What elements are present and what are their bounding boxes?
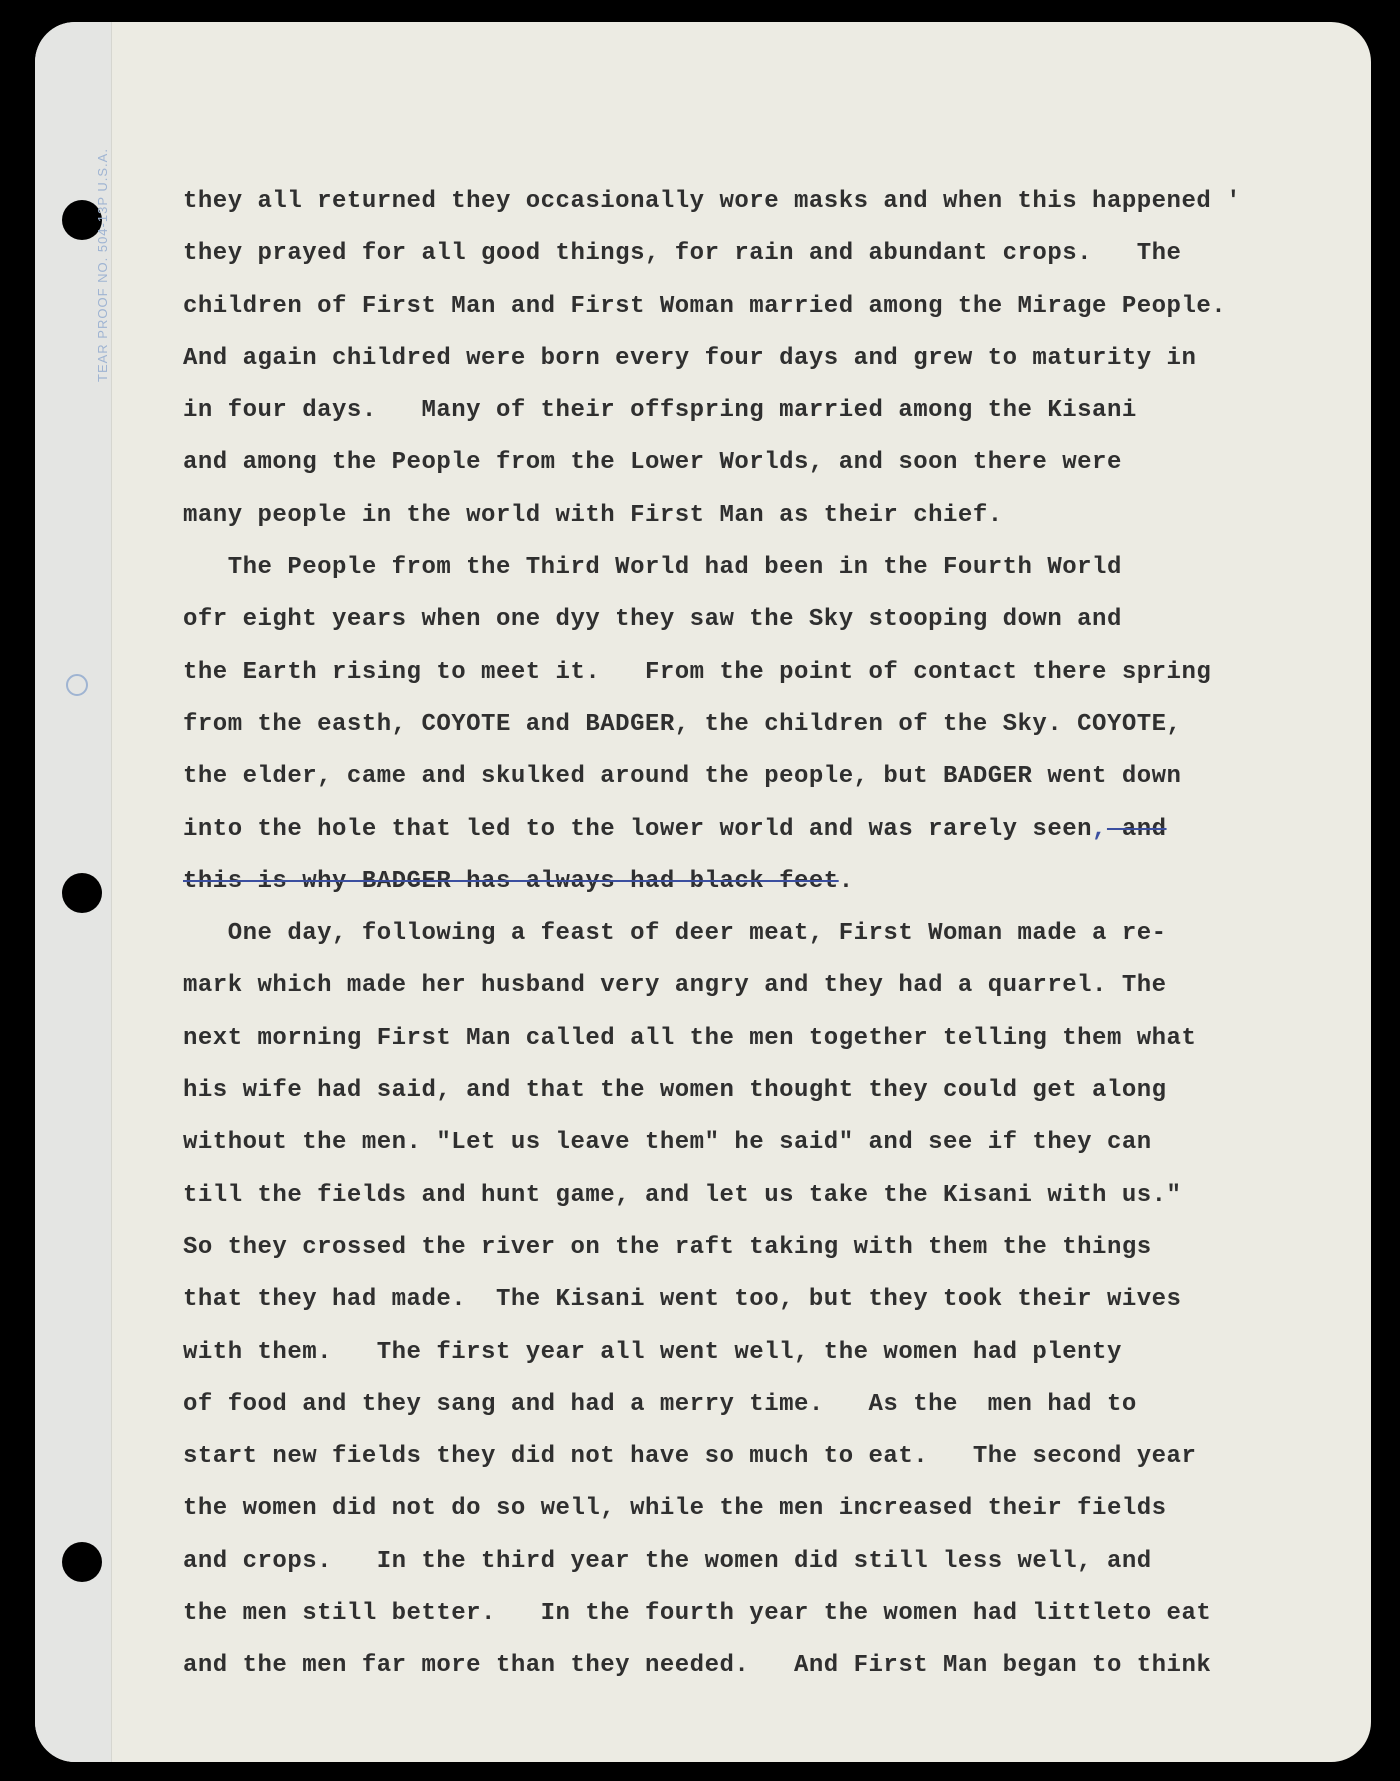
text-line (183, 1274, 1313, 1326)
text-line (183, 490, 1313, 542)
text-line (183, 647, 1313, 699)
line-text: and crops. In the third year the women did still less well, and (183, 1547, 1152, 1575)
text-line (183, 1640, 1313, 1692)
binding-strip (35, 22, 112, 1762)
line-tail: . (838, 867, 854, 895)
punch-hole (62, 1542, 102, 1582)
line-text: ofr eight years when one dyy they saw the Sky stooping down and (183, 606, 1122, 634)
text-line (183, 751, 1313, 803)
text-line (183, 1222, 1313, 1274)
text-line (183, 1588, 1313, 1640)
line-text: the elder, came and skulked around the people, but BADGER went down (183, 763, 1182, 791)
text-line (183, 437, 1313, 489)
line-text: his wife had said, and that the women thought they could get along (183, 1077, 1167, 1105)
line-text: they prayed for all good things, for rain and abundant crops. The (183, 240, 1182, 268)
document-page (35, 22, 1371, 1762)
text-line (183, 228, 1313, 280)
struck-through-text: this is why BADGER has always had black feet (183, 867, 839, 895)
line-text: And again childred were born every four days and grew to maturity in (183, 344, 1197, 372)
paper-imprint: TEAR PROOF NO. 504-13P U.S.A. (95, 148, 110, 382)
line-text: The People from the Third World had been in the Fourth World (183, 554, 1122, 582)
text-line (183, 1536, 1313, 1588)
text-line (183, 176, 1313, 228)
text-line (183, 1431, 1313, 1483)
text-line (183, 699, 1313, 751)
text-line (183, 542, 1313, 594)
text-line (183, 594, 1313, 646)
text-line (183, 333, 1313, 385)
text-line (183, 281, 1313, 333)
line-text: they all returned they occasionally wore masks and when this happened ' (183, 188, 1242, 215)
text-line (183, 1013, 1313, 1065)
line-text: in four days. Many of their offspring married among the Kisani (183, 397, 1137, 425)
line-text: mark which made her husband very angry and they had a quarrel. The (183, 972, 1167, 1000)
punch-hole (62, 873, 102, 913)
text-line (183, 960, 1313, 1012)
line-text: from the easth, COYOTE and BADGER, the children of the Sky. COYOTE, (183, 710, 1182, 738)
line-text: of food and they sang and had a merry time. As the men had to (183, 1390, 1137, 1418)
handwritten-comma: , (1092, 815, 1107, 843)
text-line (183, 804, 1313, 856)
text-line (183, 1065, 1313, 1117)
line-text: the Earth rising to meet it. From the point of contact there spring (183, 658, 1212, 686)
line-text: So they crossed the river on the raft taking with them the things (183, 1233, 1152, 1261)
line-text: many people in the world with First Man as their chief. (183, 501, 1003, 529)
line-text: and the men far more than they needed. And First Man began to think (183, 1652, 1212, 1680)
text-line (183, 1117, 1313, 1169)
line-text: without the men. "Let us leave them" he said" and see if they can (183, 1129, 1152, 1157)
text-line (183, 856, 1313, 908)
line-text: into the hole that led to the lower world and was rarely seen (183, 815, 1093, 843)
line-text: next morning First Man called all the men together telling them what (183, 1024, 1197, 1052)
text-line (183, 908, 1313, 960)
typescript-body (183, 176, 1313, 1693)
imprint-logo-icon (66, 674, 88, 696)
line-text: the men still better. In the fourth year the women had littleto eat (183, 1600, 1212, 1628)
line-text: with them. The first year all went well, the women had plenty (183, 1338, 1122, 1366)
struck-through-text: and (1106, 815, 1167, 843)
line-text: till the fields and hunt game, and let us take the Kisani with us." (183, 1181, 1182, 1209)
line-text: the women did not do so well, while the men increased their fields (183, 1495, 1167, 1523)
text-line (183, 1170, 1313, 1222)
text-line (183, 385, 1313, 437)
line-text: children of First Man and First Woman married among the Mirage People. (183, 292, 1227, 320)
text-line (183, 1379, 1313, 1431)
line-text: that they had made. The Kisani went too, but they took their wives (183, 1286, 1182, 1314)
text-line (183, 1483, 1313, 1535)
text-line (183, 1327, 1313, 1379)
line-text: start new fields they did not have so much to eat. The second year (183, 1443, 1197, 1471)
line-text: One day, following a feast of deer meat, First Woman made a re- (183, 920, 1167, 948)
line-text: and among the People from the Lower Worlds, and soon there were (183, 449, 1122, 477)
